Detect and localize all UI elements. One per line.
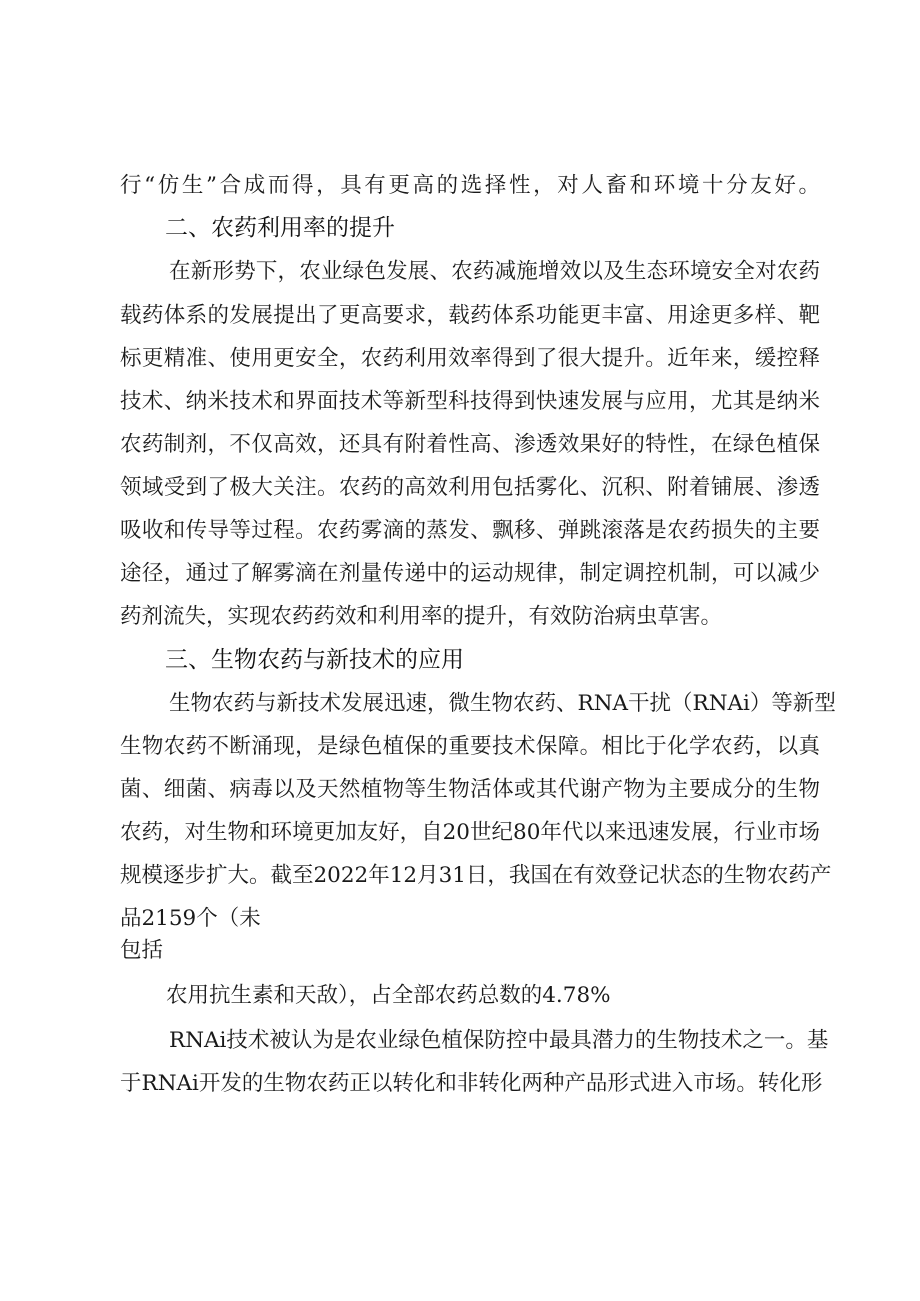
- paragraph-line: 品2159个（未: [120, 906, 261, 931]
- paragraph-line: 技术、纳米技术和界面技术等新型科技得到快速发展与应用，尤其是纳米: [120, 389, 820, 414]
- paragraph-line: 领域受到了极大关注。农药的高效利用包括雾化、沉积、附着铺展、渗透: [120, 475, 820, 500]
- paragraph-line: 农药制剂，不仅高效，还具有附着性高、渗透效果好的特性，在绿色植保: [120, 432, 820, 457]
- paragraph-line: 药剂流失，实现农药药效和利用率的提升，有效防治病虫草害。: [120, 604, 723, 629]
- paragraph-line: 载药体系的发展提出了更高要求，载药体系功能更丰富、用途更多样、靶: [120, 303, 820, 328]
- paragraph-line: 行“仿生”合成而得，具有更高的选择性，对人畜和环境十分友好。: [120, 173, 820, 198]
- paragraph-line: 标更精准、使用更安全，农药利用效率得到了很大提升。近年来，缓控释: [120, 346, 820, 371]
- section-heading-3: 三、生物农药与新技术的应用: [165, 647, 464, 673]
- paragraph-line: 生物农药与新技术发展迅速，微生物农药、RNA干扰（RNAi）等新型: [169, 691, 836, 716]
- section-heading-2: 二、农药利用率的提升: [165, 215, 395, 241]
- paragraph-line: 吸收和传导等过程。农药雾滴的蒸发、飘移、弹跳滚落是农药损失的主要: [120, 518, 820, 543]
- paragraph-line: 在新形势下，农业绿色发展、农药减施增效以及生态环境安全对农药: [169, 259, 820, 284]
- paragraph-line: 途径，通过了解雾滴在剂量传递中的运动规律，制定调控机制，可以减少: [120, 561, 820, 586]
- paragraph-line: 农用抗生素和天敌），占全部农药总数的4.78%: [166, 983, 611, 1008]
- paragraph-line: 生物农药不断涌现，是绿色植保的重要技术保障。相比于化学农药，以真: [120, 734, 820, 759]
- paragraph-line: RNAi技术被认为是农业绿色植保防控中最具潜力的生物技术之一。基: [169, 1028, 829, 1053]
- paragraph-line: 农药，对生物和环境更加友好，自20世纪80年代以来迅速发展，行业市场: [120, 820, 820, 845]
- paragraph-line: 于RNAi开发的生物农药正以转化和非转化两种产品形式进入市场。转化形: [120, 1071, 823, 1096]
- paragraph-line: 规模逐步扩大。截至2022年12月31日，我国在有效登记状态的生物农药产: [120, 863, 832, 888]
- paragraph-line: 包括: [120, 938, 164, 963]
- paragraph-line: 菌、细菌、病毒以及天然植物等生物活体或其代谢产物为主要成分的生物: [120, 777, 820, 802]
